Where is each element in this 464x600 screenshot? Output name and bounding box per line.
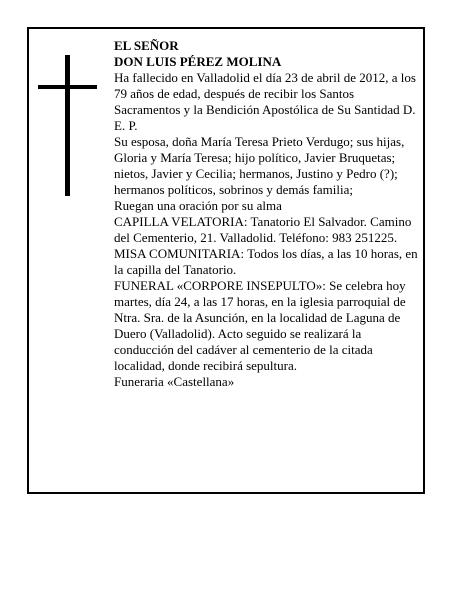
mass-info: MISA COMUNITARIA: Todos los días, a las 10 horas, en la capilla del Tanatorio. — [114, 246, 418, 277]
family-list: Su esposa, doña María Teresa Prieto Verdugo; sus hijas, Gloria y María Teresa; hijo político, Javier Bruquetas; nietos, Javier y Cecilia; hermanos, Justino y Pedro (?); hermanos políticos, sobrinos y demás familia; — [114, 134, 405, 197]
cross-horizontal-bar — [38, 85, 97, 89]
prayer-request: Ruegan una oración por su alma — [114, 198, 282, 213]
obituary-title: EL SEÑOR — [114, 38, 179, 53]
funeral-home: Funeraria «Castellana» — [114, 374, 235, 389]
funeral-info: FUNERAL «CORPORE INSEPULTO»: Se celebra hoy martes, día 24, a las 17 horas, en la iglesia parroquial de Ntra. Sra. de la Asunción, en la localidad de Laguna de Duero (Valladolid). Acto seguido se realizará la conducción del cadáver al cementerio de la citada localidad, donde recibirá sepultura. — [114, 278, 406, 373]
obituary-text — [114, 38, 420, 390]
deceased-name: DON LUIS PÉREZ MOLINA — [114, 54, 282, 69]
death-announcement: Ha fallecido en Valladolid el día 23 de abril de 2012, a los 79 años de edad, después de recibir los Santos Sacramentos y la Bendición Apostólica de Su Santidad D. E. P. — [114, 70, 416, 133]
cross-vertical-bar — [65, 55, 70, 196]
chapel-info: CAPILLA VELATORIA: Tanatorio El Salvador. Camino del Cementerio, 21. Valladolid. Teléfono: 983 251225. — [114, 214, 412, 245]
